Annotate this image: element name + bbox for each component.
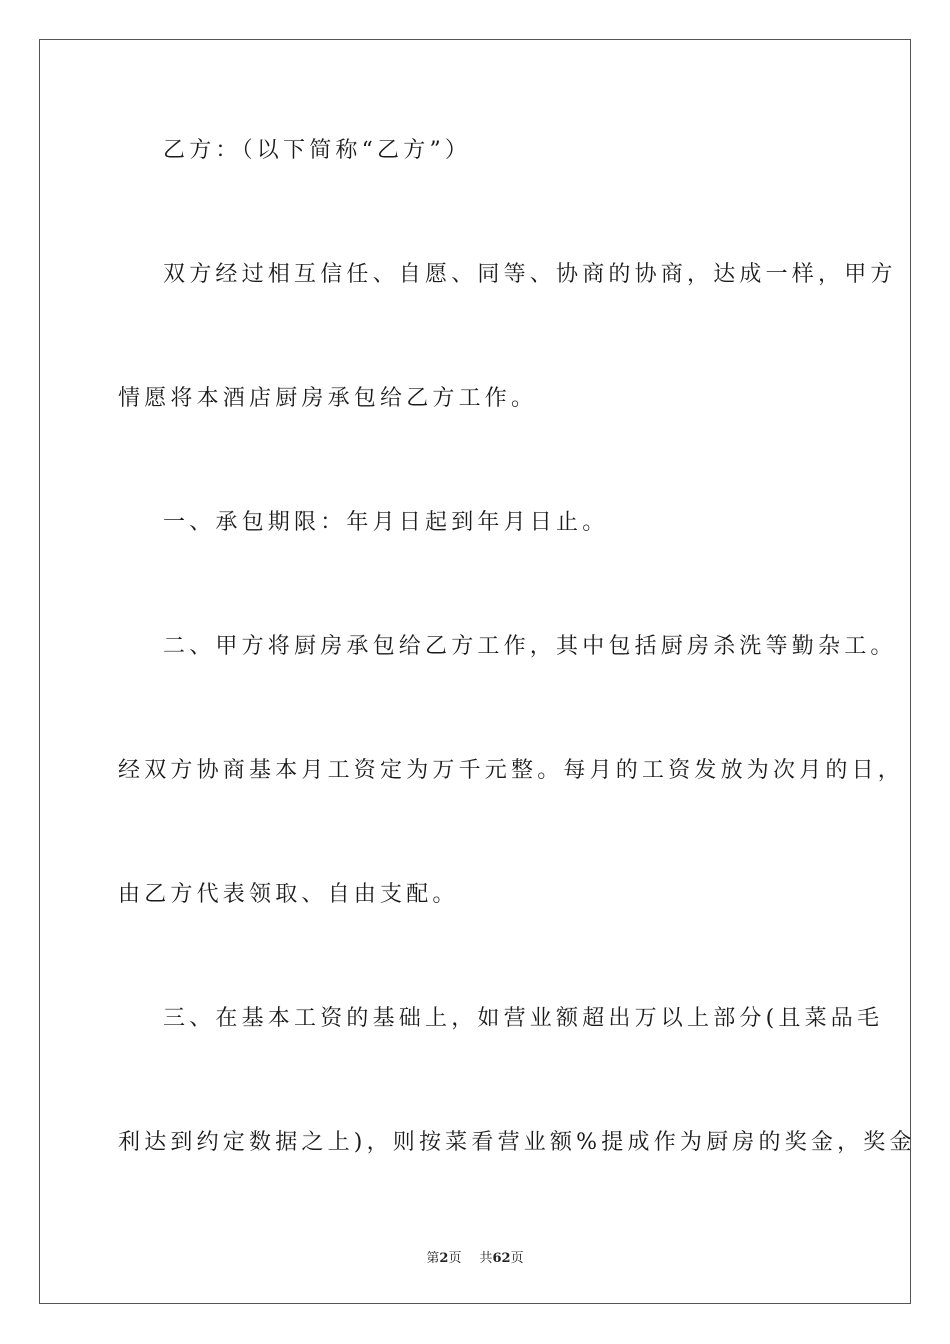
total-prefix: 共 bbox=[479, 1251, 493, 1266]
paragraph-party-b: 乙方：（以下简称“乙方”） bbox=[163, 138, 472, 163]
page-number: 2 bbox=[439, 1251, 449, 1266]
clause-2-line-3: 由乙方代表领取、自由支配。 bbox=[118, 882, 459, 907]
page-suffix: 页 bbox=[448, 1251, 462, 1266]
clause-1-term: 一、承包期限：年月日起到年月日止。 bbox=[163, 510, 609, 535]
clause-3-line-2: 利达到约定数据之上)，则按菜看营业额%提成作为厨房的奖金，奖金 bbox=[118, 1130, 916, 1155]
page-border bbox=[39, 39, 911, 1304]
page-prefix: 第 bbox=[426, 1251, 440, 1266]
clause-3-line-1: 三、在基本工资的基础上，如营业额超出万以上部分(且菜品毛 bbox=[163, 1006, 884, 1031]
paragraph-agreement-line-1: 双方经过相互信任、自愿、同等、协商的协商，达成一样，甲方 bbox=[163, 262, 897, 287]
clause-2-line-2: 经双方协商基本月工资定为万千元整。每月的工资发放为次月的日， bbox=[118, 758, 905, 783]
clause-2-line-1: 二、甲方将厨房承包给乙方工作，其中包括厨房杀洗等勤杂工。 bbox=[163, 634, 897, 659]
total-suffix: 页 bbox=[510, 1251, 524, 1266]
total-pages: 62 bbox=[492, 1251, 511, 1266]
page-footer bbox=[0, 1247, 950, 1266]
paragraph-agreement-line-2: 情愿将本酒店厨房承包给乙方工作。 bbox=[118, 386, 538, 411]
